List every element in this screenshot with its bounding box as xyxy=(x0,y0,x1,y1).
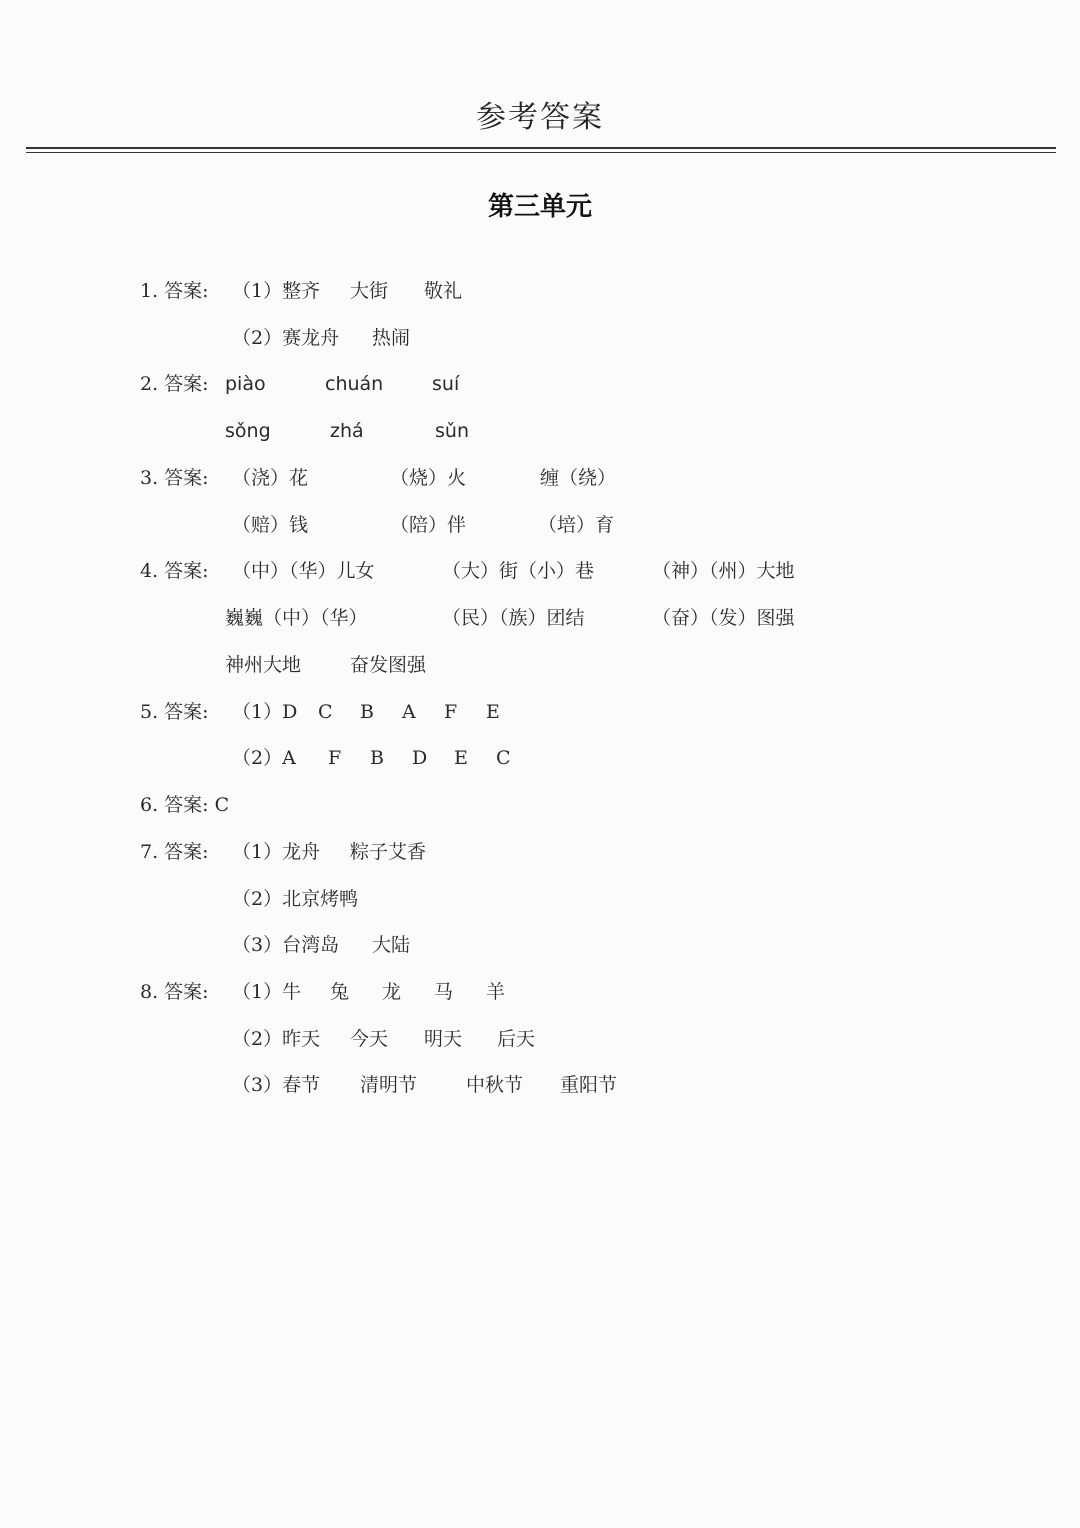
answer-text: 巍巍（中）（华） xyxy=(225,607,368,629)
answer-text: zhá xyxy=(330,420,364,442)
answer-text: 龙 xyxy=(382,981,402,1003)
question-label: 6. 答案: C xyxy=(140,794,230,816)
answer-line xyxy=(0,278,1080,304)
answer-text: C xyxy=(496,747,511,769)
question-label: 2. 答案: xyxy=(140,373,209,395)
header-rule-thick xyxy=(26,147,1056,149)
answer-text: E xyxy=(454,747,468,769)
answer-text: （3）台湾岛 xyxy=(232,934,340,956)
answer-line xyxy=(0,605,1080,631)
page-title: 参考答案 xyxy=(476,100,604,135)
answer-text: （1）龙舟 xyxy=(232,841,321,863)
answer-text: 大街 xyxy=(350,280,389,302)
answer-text: 神州大地 xyxy=(225,654,302,676)
question-label: 4. 答案: xyxy=(140,560,209,582)
question-label: 1. 答案: xyxy=(140,280,209,302)
answer-text: D xyxy=(412,747,428,769)
answer-text: （浇）花 xyxy=(232,467,309,489)
answer-text: （陪）伴 xyxy=(390,514,467,536)
answer-text: suí xyxy=(432,373,460,395)
answer-text: 中秋节 xyxy=(466,1074,524,1096)
answer-text: 重阳节 xyxy=(560,1074,618,1096)
answer-line xyxy=(0,465,1080,491)
answer-text: 后天 xyxy=(497,1028,536,1050)
answer-text: 兔 xyxy=(330,981,350,1003)
answer-text: （1）整齐 xyxy=(232,280,321,302)
answer-line xyxy=(0,325,1080,351)
answer-text: 马 xyxy=(434,981,454,1003)
answer-text: 敬礼 xyxy=(424,280,463,302)
answer-text: chuán xyxy=(325,373,384,395)
answer-text: 大陆 xyxy=(372,934,411,956)
answer-text: B xyxy=(370,747,384,769)
answer-text: A xyxy=(402,701,416,723)
header-rule-thin xyxy=(26,152,1056,153)
answer-line xyxy=(0,932,1080,958)
answer-text: F xyxy=(328,747,342,769)
answer-line xyxy=(0,886,1080,912)
question-label: 5. 答案: xyxy=(140,701,209,723)
answer-text: 奋发图强 xyxy=(350,654,427,676)
answer-text: E xyxy=(486,701,500,723)
answer-text: （2）昨天 xyxy=(232,1028,321,1050)
answer-text: （2）A xyxy=(232,747,296,769)
answer-text: F xyxy=(444,701,458,723)
answer-text: 粽子艾香 xyxy=(350,841,427,863)
answer-text: （1）D xyxy=(232,701,298,723)
answer-line xyxy=(0,371,1080,397)
answer-line xyxy=(0,699,1080,725)
answer-text: （中）（华）儿女 xyxy=(232,560,375,582)
question-label: 7. 答案: xyxy=(140,841,209,863)
answer-text: （赔）钱 xyxy=(232,514,309,536)
answer-text: （烧）火 xyxy=(390,467,467,489)
answer-text: 缠（绕） xyxy=(540,467,617,489)
answer-line xyxy=(0,1072,1080,1098)
answer-line xyxy=(0,652,1080,678)
answer-text: 明天 xyxy=(424,1028,463,1050)
answer-line xyxy=(0,979,1080,1005)
answer-text: （2）北京烤鸭 xyxy=(232,888,359,910)
answer-line xyxy=(0,512,1080,538)
answer-text: （神）（州）大地 xyxy=(652,560,795,582)
answer-text: （2）赛龙舟 xyxy=(232,327,340,349)
answer-line xyxy=(0,418,1080,444)
answer-text: （培）育 xyxy=(538,514,615,536)
answer-text: 羊 xyxy=(486,981,506,1003)
answer-text: （大）街（小）巷 xyxy=(442,560,595,582)
answer-text: B xyxy=(360,701,374,723)
answer-text: piào xyxy=(225,373,266,395)
answer-text: 今天 xyxy=(350,1028,389,1050)
answer-line xyxy=(0,1026,1080,1052)
answer-line xyxy=(0,745,1080,771)
answer-text: （3）春节 xyxy=(232,1074,321,1096)
answer-line xyxy=(0,839,1080,865)
answer-text: sǔn xyxy=(435,420,469,442)
question-label: 3. 答案: xyxy=(140,467,209,489)
unit-title: 第三单元 xyxy=(487,192,592,222)
answer-text: sǒng xyxy=(225,420,271,442)
answer-line xyxy=(0,792,1080,818)
question-label: 8. 答案: xyxy=(140,981,209,1003)
answer-text: （民）（族）团结 xyxy=(442,607,585,629)
answer-text: 清明节 xyxy=(360,1074,418,1096)
answer-text: C xyxy=(318,701,333,723)
answer-line xyxy=(0,558,1080,584)
answer-text: （奋）（发）图强 xyxy=(652,607,795,629)
answer-text: （1）牛 xyxy=(232,981,302,1003)
answer-text: 热闹 xyxy=(372,327,411,349)
